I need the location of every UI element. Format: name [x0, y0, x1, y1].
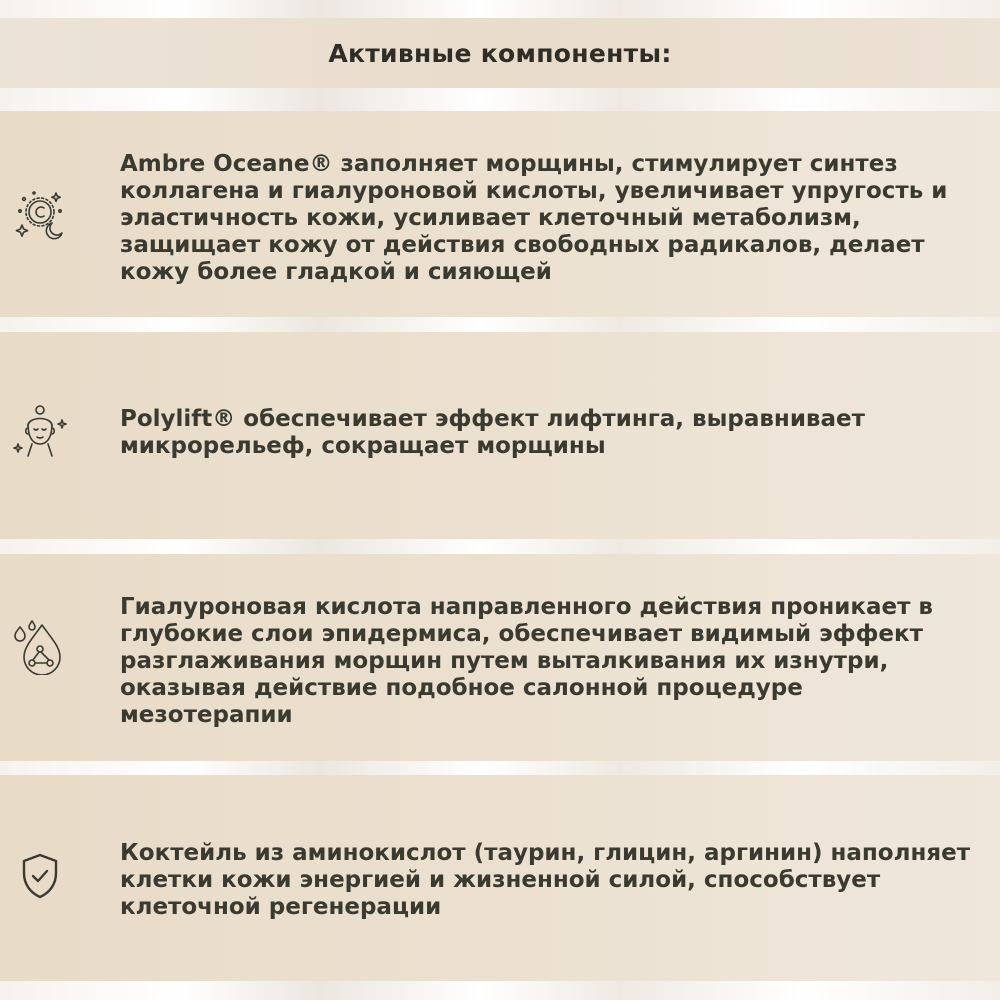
ingredient-card-hyaluronic-acid	[0, 554, 1000, 761]
shield-check-icon	[12, 849, 68, 905]
ingredient-description: Гиалуроновая кислота направленного действия проникает в глубокие слои эпидермиса, обеспечивает видимый эффект разглаживания морщин путем выталкивания их изнутри, оказывая действие подобное салонной процедуре мезотерапии	[120, 594, 933, 728]
hyaluronic-drop-icon	[12, 619, 68, 675]
cosmetic-stars-icon	[12, 185, 68, 241]
ingredient-description: Polylift® обеспечивает эффект лифтинга, выравнивает микрорельеф, сокращает морщины	[120, 406, 865, 459]
ingredient-card-amino-acids	[0, 775, 1000, 981]
ingredient-card-polylift	[0, 332, 1000, 539]
ingredient-description: Ambre Oceane® заполняет морщины, стимулирует синтез коллагена и гиалуроновой кислоты, увеличивает упругость и эластичность кожи, усиливает клеточный метаболизм, защищает кожу от действия свободных радикалов, делает кожу более гладкой и сияющей	[120, 151, 948, 285]
header-banner	[0, 18, 1000, 88]
ingredient-card-ambre-oceane	[0, 111, 1000, 317]
page-title: Активные компоненты:	[328, 38, 672, 68]
ingredient-description: Коктейль из аминокислот (таурин, глицин, аргинин) наполняет клетки кожи энергией и жизненной силой, способствует клеточной регенерации	[120, 840, 971, 920]
face-lifting-icon	[12, 402, 68, 458]
